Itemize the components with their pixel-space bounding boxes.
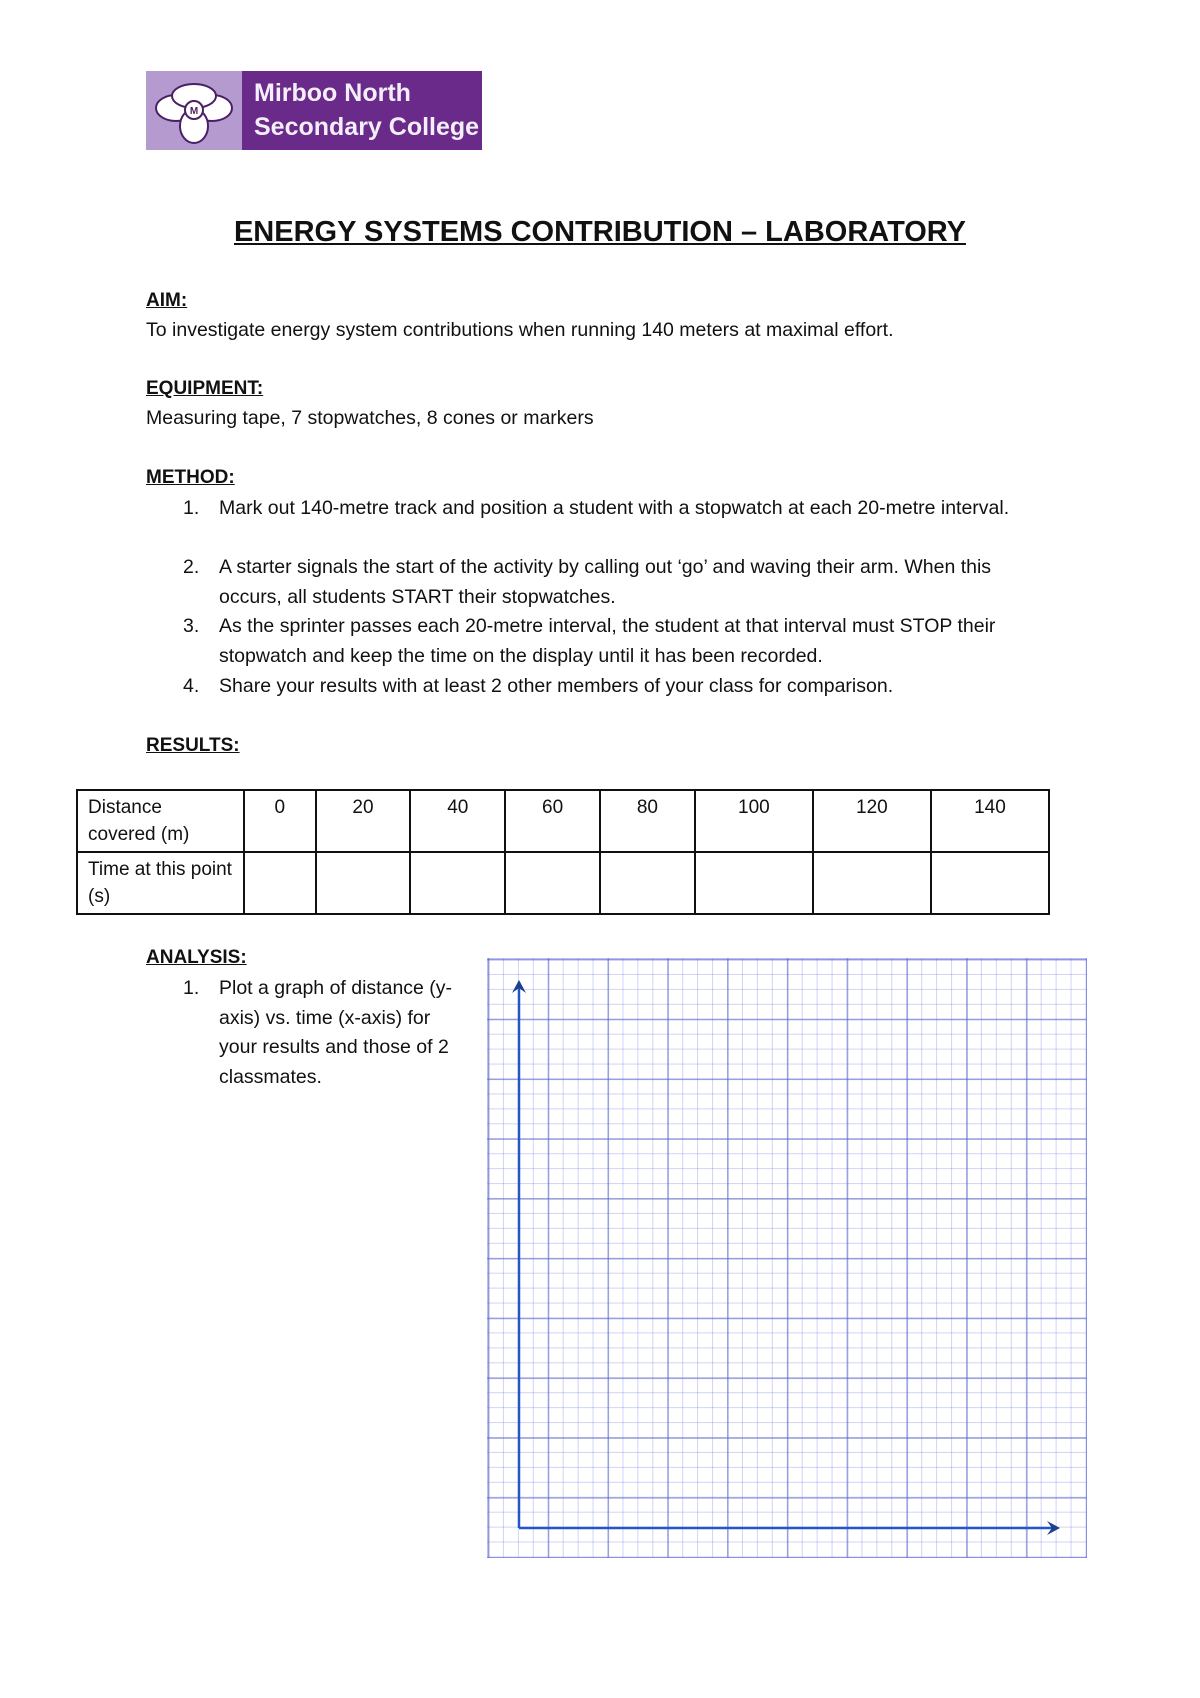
aim-text: To investigate energy system contributions when running 140 meters at maximal effort.: [146, 319, 894, 341]
table-row: [77, 790, 1049, 852]
graph-axes: [487, 958, 1085, 1556]
distance-cell: 140: [931, 790, 1049, 852]
distance-cell: 40: [410, 790, 505, 852]
time-cell[interactable]: [600, 852, 695, 914]
equipment-text: Measuring tape, 7 stopwatches, 8 cones or markers: [146, 407, 594, 429]
analysis-item: Plot a graph of distance (y-axis) vs. time (x-axis) for your results and those of 2 classmates.: [219, 977, 453, 1088]
method-num: 4.: [183, 675, 200, 697]
method-num: 1.: [183, 497, 200, 519]
aim-heading: AIM:: [146, 290, 188, 311]
results-table: [76, 789, 1050, 915]
distance-cell: 120: [813, 790, 931, 852]
page-title: ENERGY SYSTEMS CONTRIBUTION – LABORATORY: [233, 216, 967, 248]
time-cell[interactable]: [695, 852, 813, 914]
table-row: [77, 852, 1049, 914]
time-cell[interactable]: [244, 852, 316, 914]
time-cell[interactable]: [931, 852, 1049, 914]
equipment-heading: EQUIPMENT:: [146, 378, 264, 399]
distance-cell: 20: [316, 790, 411, 852]
method-num: 2.: [183, 556, 200, 578]
distance-cell: 60: [505, 790, 600, 852]
analysis-num: 1.: [183, 977, 200, 999]
results-heading: RESULTS:: [146, 735, 240, 756]
distance-cell: 100: [695, 790, 813, 852]
distance-cell: 80: [600, 790, 695, 852]
row-label-time: Time at this point (s): [77, 852, 244, 914]
row-label-distance: Distance covered (m): [77, 790, 244, 852]
method-item: A starter signals the start of the activity by calling out ‘go’ and waving their arm. When this occurs, all students START their stopwatches.: [219, 556, 992, 608]
logo-line-1: Mirboo North: [254, 79, 411, 107]
svg-text:M: M: [189, 105, 199, 117]
analysis-heading: ANALYSIS:: [146, 947, 247, 968]
distance-cell: 0: [244, 790, 316, 852]
method-item: As the sprinter passes each 20-metre interval, the student at that interval must STOP their stopwatch and keep the time on the display until it has been recorded.: [219, 615, 996, 667]
method-item: Share your results with at least 2 other members of your class for comparison.: [219, 675, 894, 697]
time-cell[interactable]: [410, 852, 505, 914]
logo-line-2: Secondary College: [254, 113, 480, 141]
method-item: Mark out 140-metre track and position a student with a stopwatch at each 20-metre interval.: [219, 497, 1010, 519]
time-cell[interactable]: [316, 852, 411, 914]
flower-emblem-icon: [146, 71, 242, 150]
method-heading: METHOD:: [146, 467, 235, 488]
method-num: 3.: [183, 615, 200, 637]
school-logo: [146, 71, 482, 150]
time-cell[interactable]: [505, 852, 600, 914]
time-cell[interactable]: [813, 852, 931, 914]
